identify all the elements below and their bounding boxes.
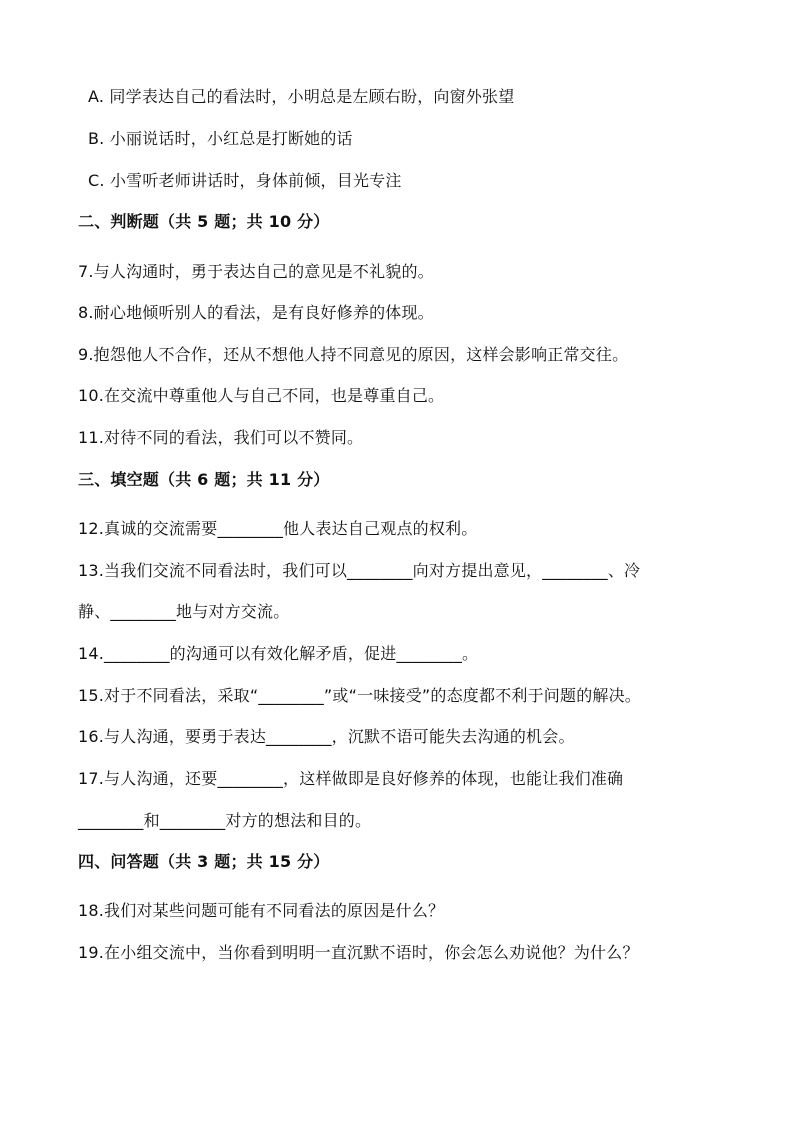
question-9: 9.抱怨他人不合作，还从不想他人持不同意见的原因，这样会影响正常交往。 <box>78 345 629 364</box>
question-16: 16.与人沟通，要勇于表达________，沉默不语可能失去沟通的机会。 <box>78 727 575 746</box>
question-15: 15.对于不同看法，采取“________”或“一味接受”的态度都不利于问题的解决。 <box>78 686 642 705</box>
section-heading-short-answer: 四、问答题（共 3 题；共 15 分） <box>78 852 330 871</box>
question-12: 12.真诚的交流需要________他人表达自己观点的权利。 <box>78 519 478 538</box>
question-17-line-1: 17.与人沟通，还要________，这样做即是良好修养的体现，也能让我们准确 <box>78 769 624 788</box>
option-c: C. 小雪听老师讲话时，身体前倾，目光专注 <box>88 171 402 190</box>
section-heading-fill-blank: 三、填空题（共 6 题；共 11 分） <box>78 470 330 489</box>
question-13-line-1: 13.当我们交流不同看法时，我们可以________向对方提出意见，________、冷 <box>78 561 641 580</box>
question-19: 19.在小组交流中，当你看到明明一直沉默不语时，你会怎么劝说他？为什么？ <box>78 943 639 962</box>
question-13-line-2: 静、________地与对方交流。 <box>78 602 290 621</box>
section-heading-judgment: 二、判断题（共 5 题；共 10 分） <box>78 212 330 231</box>
question-10: 10.在交流中尊重他人与自己不同，也是尊重自己。 <box>78 386 445 405</box>
option-a: A. 同学表达自己的看法时，小明总是左顾右盼，向窗外张望 <box>88 87 515 106</box>
question-11: 11.对待不同的看法，我们可以不赞同。 <box>78 428 364 447</box>
question-18: 18.我们对某些问题可能有不同看法的原因是什么？ <box>78 901 445 920</box>
question-17-line-2: ________和________对方的想法和目的。 <box>78 811 372 830</box>
question-8: 8.耐心地倾听别人的看法，是有良好修养的体现。 <box>78 303 434 322</box>
option-b: B. 小丽说话时，小红总是打断她的话 <box>88 129 353 148</box>
question-14: 14.________的沟通可以有效化解矛盾，促进________。 <box>78 644 479 663</box>
question-7: 7.与人沟通时，勇于表达自己的意见是不礼貌的。 <box>78 262 434 281</box>
